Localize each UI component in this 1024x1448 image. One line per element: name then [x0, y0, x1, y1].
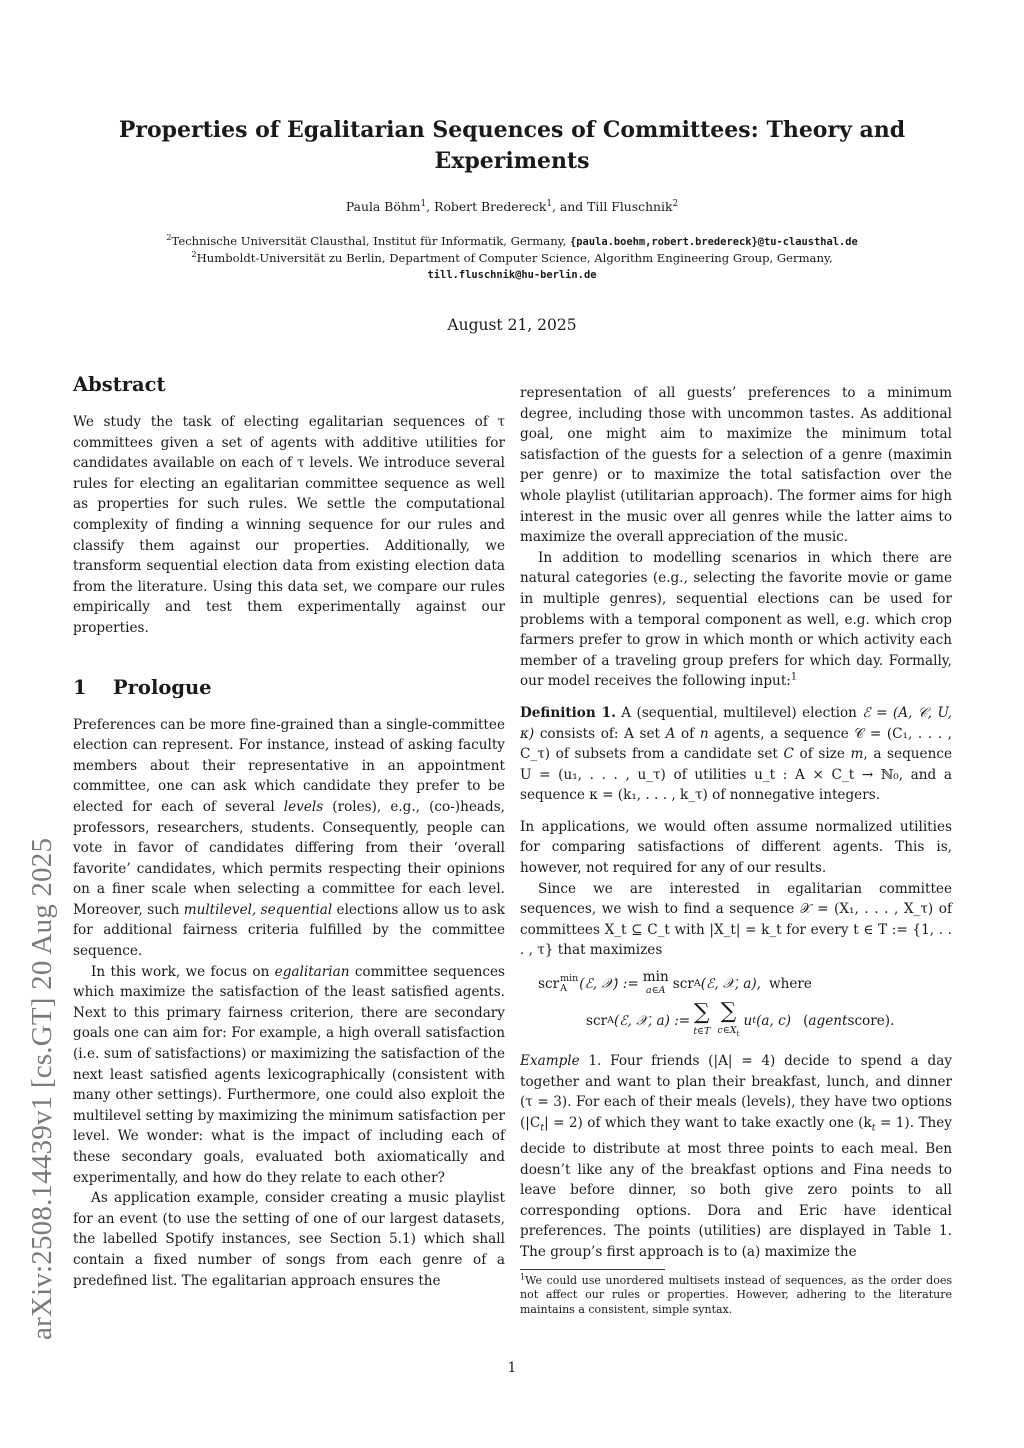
section-1-heading — [73, 675, 505, 701]
author-3-affil-mark: 2 — [672, 198, 679, 209]
example-1: Example 1. Four friends (|A| = 4) decide to spend a day together and want to plan their breakfast, lunch, and dinner (τ = 3). For each of their meals (levels), they have two options $(|C_t| = 2)$ of which they want to take exactly one $(k_t = 1)$. They decide to distribute at most three points to each meal. Ben doesn’t like any of the breakfast options and Fina needs to leave before dinner, so both give zero points to all corresponding options. Dora and Eric have identical preferences. The points (utilities) are displayed in Table 1. The group’s first approach is to (a) maximize the — [520, 1052, 952, 1260]
footnote-1-mark[interactable]: 1 — [790, 671, 798, 683]
arxiv-identifier[interactable]: arXiv:2508.14439v1 [cs.GT] 20 Aug 2025 — [26, 837, 58, 1340]
paper-date: August 21, 2025 — [447, 316, 577, 334]
normalization-paragraph: In applications, we would often assume normalized utilities for comparing satisfactions of different agents. This is, however, not required for any of our results. — [520, 818, 952, 877]
prologue-paragraph-2: In this work, we focus on egalitarian committee sequences which maximize the satisfaction of the least satisfied agents. Next to this primary fairness criterion, there are secondary goals one can aim for: For example, a high overall satisfaction (i.e. sum of satisfactions) or maximizing the satisfaction of the next least satisfied agents lexicographically (consistent with many other settings). Furthermore, one could also exploit the multilevel setting by maximizing the minimum satisfaction per level. We wonder: what is the impact of including each of these secondary goals, evaluated both axiomatically and experimentally, and how do they relate to each other? — [73, 963, 505, 1186]
author-2: Robert Bredereck — [434, 199, 547, 214]
footnote-1: $^1$We could use unordered multisets instead of sequences, as the order does not affect our rules or properties. However, adhering to the literature maintains a consistent, simple syntax. — [520, 1271, 952, 1316]
score-formula — [520, 971, 952, 1041]
prologue-paragraph-5: In addition to modelling scenarios in which there are natural categories (e.g., selecting the favorite movie or game in multiple genres), sequential elections can be used for problems with a temporal component as well, e.g. which crop farmers prefer to grow in which month or which activity each member of a traveling group prefers for which day. Formally, our model receives the following input:$^1$ — [520, 549, 952, 690]
email-hu-berlin[interactable]: till.fluschnik@hu-berlin.de — [427, 269, 597, 281]
author-list: Paula Böhm$^1$, Robert Bredereck$^1$, and Till Fluschnik$^2$ — [345, 198, 679, 214]
paper-title: Properties of Egalitarian Sequences of Committees: Theory and Experiments — [118, 117, 906, 174]
section-title: Prologue — [113, 675, 212, 699]
prologue-paragraph-3: As application example, consider creating a music playlist for an event (to use the setting of one of our largest datasets, the labelled Spotify instances, see Section 5.1) which shall contain a fixed number of songs from each genre of a predefined list. The egalitarian approach ensures the — [73, 1190, 505, 1289]
email-tu-clausthal[interactable]: {paula.boehm,robert.bredereck}@tu-clausthal.de — [570, 236, 858, 248]
prologue-paragraph-1: Preferences can be more fine-grained than a single-committee election can represent. For instance, instead of asking faculty members about their representative in an appointment committee, one can ask which candidate they prefer to be elected for each of several levels (roles), e.g., (co-)heads, professors, researchers, students. Consequently, people can vote in favor of candidates differing from their ‘overall favorite’ candidates, which permits respecting their opinions on a finer scale when selecting a committee for each level. Moreover, such multilevel, sequential elections allow us to ask for additional fairness criteria fulfilled by the committee sequence. — [73, 716, 506, 960]
footnote-divider — [520, 1269, 665, 1270]
right-column — [520, 383, 952, 1317]
abstract-text: We study the task of electing egalitarian sequences of τ committees given a set of agents with additive utilities for candidates available on each of τ levels. We introduce several rules for electing an egalitarian committee sequence as well as properties for such rules. We settle the computational complexity of finding a winning sequence for our rules and classify them against our properties. Additionally, we transform sequential election data from existing election data from the literature. Using this data set, we compare our rules empirically and test them experimentally against our properties. — [73, 414, 505, 636]
affiliations — [100, 233, 924, 283]
prologue-paragraph-4: representation of all guests’ preferences to a minimum degree, including those with uncommon tastes. As additional goal, one might aim to maximize the minimum total satisfaction of the guests for a selection of a genre (maximin per genre) or to maximize the total satisfaction over the whole playlist (utilitarian approach). The former aims for high interest in the music over all genres while the latter aims to maximize the overall appreciation of the music. — [520, 385, 952, 546]
sum-symbol-1: ∑ — [693, 1000, 710, 1026]
left-column — [73, 372, 505, 1291]
page-number: 1 — [507, 1360, 517, 1376]
affiliation-2: $^2$Humboldt-Universität zu Berlin, Department of Computer Science, Algorithm Engineering Group, Germany, — [191, 249, 833, 265]
author-2-affil-mark: 1 — [546, 198, 553, 209]
formula-line-2: scr A (ℰ, 𝒳, a) := ∑ t∈T ∑ $c\in X_t$ u t (a, c) ( agent score). — [586, 999, 895, 1038]
formula-line-1: scr min A (ℰ, 𝒳) := min a∈A scr A (ℰ, 𝒳, a), where — [538, 969, 812, 997]
sum-symbol-2: ∑ — [720, 999, 737, 1025]
affiliation-1: $^2$Technische Universität Clausthal, Institut für Informatik, Germany, {paula.boehm,robert.bredereck}@tu-clausthal.de — [166, 232, 858, 248]
definition-1: Definition 1. A (sequential, multilevel) election ℰ = (A, 𝒞, U, κ) consists of: A set A of n agents, a sequence 𝒞 = (C₁, . . . , C_τ) of subsets from a candidate set C of size m, a sequence U = (u₁, . . . , u_τ) of utilities u_t : A × C_t → ℕ₀, and a sequence κ = (k₁, . . . , k_τ) of nonnegative integers. — [520, 704, 952, 804]
author-3: Till Fluschnik — [587, 199, 673, 214]
section-number: 1 — [73, 675, 87, 699]
author-1: Paula Böhm — [345, 199, 421, 214]
objective-paragraph: Since we are interested in egalitarian committee sequences, we wish to find a sequence 𝒳 = (X₁, . . . , X_τ) of committees X_t ⊆ C_t with |X_t| = k_t for every t ∈ T := {1, . . . , τ} that maximizes — [520, 880, 952, 959]
section-5-1-link[interactable]: 5.1 — [389, 1231, 411, 1248]
table-1-link[interactable]: 1 — [939, 1223, 948, 1240]
abstract-heading: Abstract — [73, 373, 166, 396]
author-1-affil-mark: 1 — [420, 198, 427, 209]
